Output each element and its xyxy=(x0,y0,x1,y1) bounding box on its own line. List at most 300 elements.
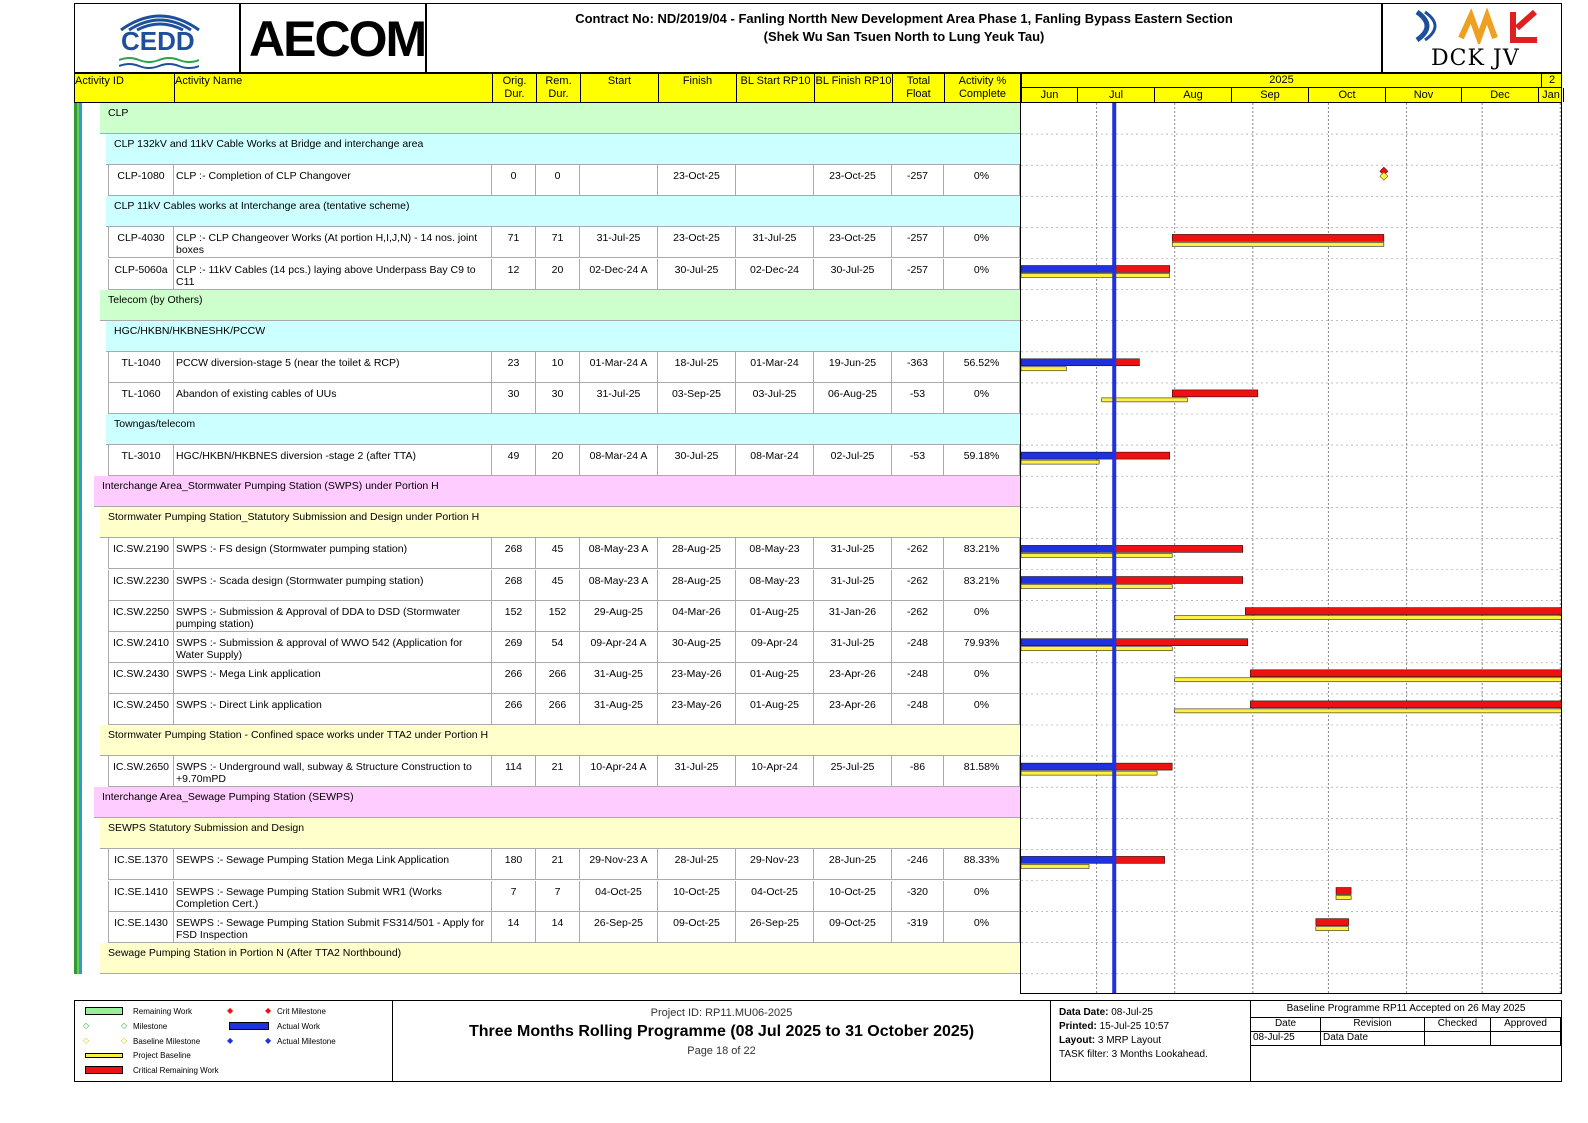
wbs-label: SEWPS Statutory Submission and Design xyxy=(108,822,305,835)
baseline-bar xyxy=(1021,367,1066,371)
timescale-year: 2025 xyxy=(1022,74,1542,88)
cell-activity-id: IC.SW.2250 xyxy=(108,601,174,632)
cell-rem-dur: 20 xyxy=(536,259,580,290)
cell-finish: 03-Sep-25 xyxy=(658,383,736,414)
legend xyxy=(75,1001,393,1081)
cell-rem-dur: 266 xyxy=(536,663,580,694)
cell-activity-name: SWPS :- Submission & approval of WWO 542 (Application for Water Supply) xyxy=(174,632,492,663)
legend-crit-milestone: Crit Milestone xyxy=(277,1007,326,1016)
cell-activity-id: IC.SW.2410 xyxy=(108,632,174,663)
layout-value: 3 MRP Layout xyxy=(1097,1035,1162,1046)
activity-row[interactable] xyxy=(74,259,1020,290)
programme-title: Three Months Rolling Programme (08 Jul 2025 to 31 October 2025) xyxy=(468,1023,975,1040)
baseline-bar xyxy=(1021,771,1157,775)
cell-finish: 10-Oct-25 xyxy=(658,881,736,912)
legend-actual-milestone: Actual Milestone xyxy=(277,1037,336,1046)
cell-bl-start: 31-Jul-25 xyxy=(736,227,814,258)
cell-total-float: -262 xyxy=(892,570,944,601)
cell-activity-id: TL-1060 xyxy=(108,383,174,414)
wbs-row[interactable] xyxy=(106,414,1020,445)
revision-header: Revision xyxy=(1321,1018,1425,1032)
cell-bl-start: 01-Aug-25 xyxy=(736,663,814,694)
milestone-icon: ◇ xyxy=(121,1021,128,1030)
cell-total-float: -248 xyxy=(892,663,944,694)
cell-bl-finish: 23-Oct-25 xyxy=(814,227,892,258)
baseline-bar xyxy=(1021,864,1089,868)
column-header xyxy=(74,73,1562,103)
cell-rem-dur: 14 xyxy=(536,912,580,943)
cell-total-float: -262 xyxy=(892,538,944,569)
cell-orig-dur: 268 xyxy=(492,538,536,569)
wbs-label: Stormwater Pumping Station_Statutory Submission and Design under Portion H xyxy=(108,511,480,524)
cell-total-float: -257 xyxy=(892,259,944,290)
timescale-next-year: 2 xyxy=(1542,74,1562,88)
cell-bl-finish: 31-Jul-25 xyxy=(814,632,892,663)
cell-activity-id: IC.SE.1430 xyxy=(108,912,174,943)
legend-actual-work: Actual Work xyxy=(277,1022,320,1031)
actual-work-bar xyxy=(1021,266,1114,273)
col-orig-dur[interactable]: Orig. Dur. xyxy=(493,74,537,102)
cell-orig-dur: 49 xyxy=(492,445,536,476)
crit-milestone-icon: ◆ xyxy=(227,1006,234,1015)
cell-activity-name: SWPS :- FS design (Stormwater pumping station) xyxy=(174,538,492,569)
cell-bl-start: 10-Apr-24 xyxy=(736,756,814,787)
wbs-row[interactable] xyxy=(106,196,1020,227)
timescale-month: Sep xyxy=(1232,88,1309,102)
cell-bl-finish: 31-Jan-26 xyxy=(814,601,892,632)
legend-actual-swatch xyxy=(229,1022,269,1030)
critical-remaining-bar xyxy=(1250,701,1562,708)
legend-milestone: Milestone xyxy=(133,1022,168,1031)
cell-orig-dur: 12 xyxy=(492,259,536,290)
cell-bl-start: 08-May-23 xyxy=(736,538,814,569)
legend-baseline-milestone: Baseline Milestone xyxy=(133,1037,201,1046)
footer-title-box xyxy=(393,1001,1051,1081)
revision-header: Date xyxy=(1251,1018,1321,1032)
cell-start: 08-Mar-24 A xyxy=(580,445,658,476)
cell-bl-start: 03-Jul-25 xyxy=(736,383,814,414)
cell-rem-dur: 30 xyxy=(536,383,580,414)
timescale xyxy=(1021,74,1562,102)
cell-total-float: -262 xyxy=(892,601,944,632)
cell-pct-complete: 79.93% xyxy=(944,632,1020,663)
critical-remaining-bar xyxy=(1245,608,1562,615)
col-bl-start[interactable]: BL Start RP10 xyxy=(737,74,815,102)
cell-activity-id: IC.SE.1410 xyxy=(108,881,174,912)
cell-finish: 30-Jul-25 xyxy=(658,445,736,476)
cell-bl-start xyxy=(736,165,814,196)
cell-finish: 04-Mar-26 xyxy=(658,601,736,632)
col-rem-dur[interactable]: Rem. Dur. xyxy=(537,74,581,102)
milestone-icon: ◇ xyxy=(83,1021,90,1030)
cell-bl-start: 08-May-23 xyxy=(736,570,814,601)
activity-row[interactable] xyxy=(74,881,1020,912)
printed-value: 15-Jul-25 10:57 xyxy=(1099,1021,1170,1032)
cell-finish: 28-Aug-25 xyxy=(658,570,736,601)
cell-start: 31-Jul-25 xyxy=(580,383,658,414)
baseline-milestone xyxy=(1380,172,1388,180)
wbs-label: Interchange Area_Stormwater Pumping Station (SWPS) under Portion H xyxy=(102,480,439,493)
cell-bl-start: 09-Apr-24 xyxy=(736,632,814,663)
timescale-month: Jun xyxy=(1022,88,1078,102)
cell-rem-dur: 20 xyxy=(536,445,580,476)
cell-activity-name: Abandon of existing cables of UUs xyxy=(174,383,492,414)
actual-work-bar xyxy=(1021,763,1114,770)
cell-start: 02-Dec-24 A xyxy=(580,259,658,290)
wbs-label: Telecom (by Others) xyxy=(108,293,203,306)
revision-table xyxy=(1251,1001,1561,1081)
cell-bl-finish: 25-Jul-25 xyxy=(814,756,892,787)
cell-activity-name: SEWPS :- Sewage Pumping Station Submit WR1 (Works Completion Cert.) xyxy=(174,881,492,912)
cell-orig-dur: 266 xyxy=(492,663,536,694)
cedd-logo-waves xyxy=(119,56,199,70)
cell-activity-name: PCCW diversion-stage 5 (near the toilet & RCP) xyxy=(174,352,492,383)
wbs-row[interactable] xyxy=(100,507,1020,538)
baseline-bar xyxy=(1021,553,1172,557)
cell-rem-dur: 152 xyxy=(536,601,580,632)
col-total-float[interactable]: Total Float xyxy=(893,74,945,102)
cell-rem-dur: 54 xyxy=(536,632,580,663)
activity-row[interactable] xyxy=(74,601,1020,632)
revision-cell: 08-Jul-25 xyxy=(1251,1032,1321,1046)
cell-total-float: -320 xyxy=(892,881,944,912)
legend-critical-remaining: Critical Remaining Work xyxy=(133,1066,219,1075)
cell-rem-dur: 45 xyxy=(536,538,580,569)
timescale-month: Jul xyxy=(1078,88,1155,102)
actual-work-bar xyxy=(1021,577,1114,584)
cell-total-float: -86 xyxy=(892,756,944,787)
activity-row[interactable] xyxy=(74,383,1020,414)
baseline-bar xyxy=(1175,616,1562,620)
cedd-logo-text: CEDD xyxy=(121,26,195,56)
cell-finish: 28-Aug-25 xyxy=(658,538,736,569)
cell-activity-name: SEWPS :- Sewage Pumping Station Mega Link Application xyxy=(174,849,492,880)
cell-total-float: -248 xyxy=(892,694,944,725)
actual-work-bar xyxy=(1021,545,1114,552)
aecom-logo-text: AECOM xyxy=(249,11,426,67)
wbs-row[interactable] xyxy=(106,134,1020,165)
cell-orig-dur: 266 xyxy=(492,694,536,725)
cell-total-float: -363 xyxy=(892,352,944,383)
cell-orig-dur: 23 xyxy=(492,352,536,383)
baseline-milestone-icon: ◇ xyxy=(83,1036,90,1045)
critical-remaining-bar xyxy=(1316,919,1349,926)
gantt-svg xyxy=(1021,103,1562,994)
cell-bl-start: 01-Aug-25 xyxy=(736,694,814,725)
cell-bl-start: 01-Mar-24 xyxy=(736,352,814,383)
cell-start: 09-Apr-24 A xyxy=(580,632,658,663)
data-date-value: 08-Jul-25 xyxy=(1111,1007,1153,1018)
cell-pct-complete: 0% xyxy=(944,694,1020,725)
cell-bl-finish: 23-Apr-26 xyxy=(814,694,892,725)
cell-pct-complete: 83.21% xyxy=(944,538,1020,569)
critical-remaining-bar xyxy=(1172,390,1258,397)
cell-rem-dur: 71 xyxy=(536,227,580,258)
critical-remaining-bar xyxy=(1114,266,1169,273)
activity-row[interactable] xyxy=(74,849,1020,880)
cell-start: 31-Aug-25 xyxy=(580,663,658,694)
cell-orig-dur: 71 xyxy=(492,227,536,258)
cell-orig-dur: 269 xyxy=(492,632,536,663)
cell-rem-dur: 266 xyxy=(536,694,580,725)
cell-bl-finish: 31-Jul-25 xyxy=(814,570,892,601)
cell-activity-id: TL-1040 xyxy=(108,352,174,383)
baseline-bar xyxy=(1175,678,1562,682)
baseline-bar xyxy=(1021,585,1172,589)
cell-rem-dur: 10 xyxy=(536,352,580,383)
cell-activity-id: CLP-4030 xyxy=(108,227,174,258)
cell-activity-id: IC.SW.2230 xyxy=(108,570,174,601)
cell-bl-finish: 09-Oct-25 xyxy=(814,912,892,943)
cell-pct-complete: 0% xyxy=(944,881,1020,912)
cell-activity-name: CLP :- 11kV Cables (14 pcs.) laying above Underpass Bay C9 to C11 xyxy=(174,259,492,290)
activity-row[interactable] xyxy=(74,352,1020,383)
baseline-note: Baseline Programme RP11 Accepted on 26 May 2025 xyxy=(1251,1003,1561,1018)
activity-row[interactable] xyxy=(74,694,1020,725)
cell-finish: 30-Jul-25 xyxy=(658,259,736,290)
wbs-label: CLP 132kV and 11kV Cable Works at Bridge and interchange area xyxy=(114,138,424,151)
revision-header: Checked xyxy=(1425,1018,1491,1032)
cell-total-float: -53 xyxy=(892,383,944,414)
wbs-label: CLP xyxy=(108,107,129,119)
cell-start: 10-Apr-24 A xyxy=(580,756,658,787)
critical-remaining-bar xyxy=(1172,234,1384,241)
critical-remaining-bar xyxy=(1114,452,1169,459)
cell-start: 29-Nov-23 A xyxy=(580,849,658,880)
cell-finish: 30-Aug-25 xyxy=(658,632,736,663)
actual-work-bar xyxy=(1021,452,1114,459)
cell-orig-dur: 14 xyxy=(492,912,536,943)
cell-pct-complete: 0% xyxy=(944,912,1020,943)
baseline-bar xyxy=(1172,242,1384,246)
cell-rem-dur: 21 xyxy=(536,849,580,880)
contract-line-2: (Shek Wu San Tsuen North to Lung Yeuk Tau) xyxy=(763,29,1045,44)
col-pct-complete[interactable]: Activity % Complete xyxy=(945,74,1021,102)
cell-activity-id: TL-3010 xyxy=(108,445,174,476)
cell-bl-start: 01-Aug-25 xyxy=(736,601,814,632)
cell-pct-complete: 0% xyxy=(944,227,1020,258)
contract-line-1: Contract No: ND/2019/04 - Fanling Nortth New Development Area Phase 1, Fanling Bypass Eastern Section xyxy=(575,11,1233,26)
legend-critical-swatch xyxy=(85,1066,123,1074)
baseline-bar xyxy=(1021,274,1170,278)
dck-logo-text: DCK JV xyxy=(1431,46,1520,71)
actual-work-bar xyxy=(1021,359,1114,366)
cell-start: 04-Oct-25 xyxy=(580,881,658,912)
activity-row[interactable] xyxy=(74,165,1020,196)
activity-row[interactable] xyxy=(74,445,1020,476)
cell-activity-name: CLP :- Completion of CLP Changover xyxy=(174,165,492,196)
cell-total-float: -53 xyxy=(892,445,944,476)
baseline-bar xyxy=(1316,927,1349,931)
baseline-bar xyxy=(1336,896,1351,900)
cell-activity-name: SWPS :- Scada design (Stormwater pumping station) xyxy=(174,570,492,601)
cell-finish: 31-Jul-25 xyxy=(658,756,736,787)
actual-milestone-icon: ◆ xyxy=(227,1036,234,1045)
activity-row[interactable] xyxy=(74,632,1020,663)
cell-total-float: -246 xyxy=(892,849,944,880)
wbs-row[interactable] xyxy=(94,787,1020,818)
dck-logo-box xyxy=(1382,3,1562,73)
cell-activity-id: IC.SW.2190 xyxy=(108,538,174,569)
critical-remaining-bar xyxy=(1114,763,1172,770)
crit-milestone-icon: ◆ xyxy=(265,1006,272,1015)
cell-activity-id: IC.SE.1370 xyxy=(108,849,174,880)
cell-pct-complete: 59.18% xyxy=(944,445,1020,476)
footer xyxy=(74,1000,1562,1082)
legend-remaining-swatch xyxy=(85,1007,123,1015)
cell-bl-finish: 19-Jun-25 xyxy=(814,352,892,383)
cell-bl-start: 02-Dec-24 xyxy=(736,259,814,290)
cell-bl-start: 29-Nov-23 xyxy=(736,849,814,880)
legend-project-baseline: Project Baseline xyxy=(133,1051,191,1060)
cell-orig-dur: 180 xyxy=(492,849,536,880)
cell-pct-complete: 56.52% xyxy=(944,352,1020,383)
cell-activity-name: SWPS :- Underground wall, subway & Structure Construction to +9.70mPD xyxy=(174,756,492,787)
critical-remaining-bar xyxy=(1336,888,1351,895)
critical-remaining-bar xyxy=(1114,856,1164,863)
cell-activity-id: CLP-1080 xyxy=(108,165,174,196)
cell-activity-name: SWPS :- Mega Link application xyxy=(174,663,492,694)
cell-pct-complete: 0% xyxy=(944,165,1020,196)
aecom-logo-box xyxy=(240,3,426,73)
cell-orig-dur: 268 xyxy=(492,570,536,601)
baseline-bar xyxy=(1175,709,1562,713)
cell-total-float: -257 xyxy=(892,227,944,258)
wbs-row[interactable] xyxy=(100,818,1020,849)
cell-bl-start: 26-Sep-25 xyxy=(736,912,814,943)
project-id: Project ID: RP11.MU06-2025 xyxy=(650,1007,793,1019)
cell-pct-complete: 0% xyxy=(944,601,1020,632)
col-start[interactable]: Start xyxy=(581,74,659,102)
activity-table xyxy=(74,103,1020,994)
wbs-row[interactable] xyxy=(94,476,1020,507)
cell-total-float: -248 xyxy=(892,632,944,663)
timescale-month: Dec xyxy=(1462,88,1539,102)
cell-activity-name: SWPS :- Submission & Approval of DDA to DSD (Stormwater pumping station) xyxy=(174,601,492,632)
cell-finish: 09-Oct-25 xyxy=(658,912,736,943)
revision-header: Approved xyxy=(1491,1018,1561,1032)
cell-bl-finish: 31-Jul-25 xyxy=(814,538,892,569)
wbs-label: Stormwater Pumping Station - Confined space works under TTA2 under Portion H xyxy=(108,729,489,741)
critical-remaining-bar xyxy=(1114,639,1248,646)
revision-cell xyxy=(1425,1032,1491,1046)
gantt-chart xyxy=(1020,103,1562,994)
wbs-row[interactable] xyxy=(106,321,1020,352)
cell-finish: 23-May-26 xyxy=(658,663,736,694)
cell-finish: 23-Oct-25 xyxy=(658,227,736,258)
timescale-month: Aug xyxy=(1155,88,1232,102)
timescale-month: Nov xyxy=(1386,88,1462,102)
cell-bl-finish: 23-Apr-26 xyxy=(814,663,892,694)
cell-finish: 23-Oct-25 xyxy=(658,165,736,196)
cell-activity-name: HGC/HKBN/HKBNES diversion -stage 2 (after TTA) xyxy=(174,445,492,476)
cedd-logo-box xyxy=(74,3,240,73)
cell-activity-id: IC.SW.2430 xyxy=(108,663,174,694)
critical-remaining-bar xyxy=(1114,577,1243,584)
cell-start xyxy=(580,165,658,196)
wbs-label: CLP 11kV Cables works at Interchange area (tentative scheme) xyxy=(114,200,410,213)
cell-pct-complete: 88.33% xyxy=(944,849,1020,880)
cell-start: 31-Jul-25 xyxy=(580,227,658,258)
wbs-band-strip xyxy=(74,103,82,974)
cell-activity-name: SEWPS :- Sewage Pumping Station Submit FS314/501 - Apply for FSD Inspection xyxy=(174,912,492,943)
col-bl-finish[interactable]: BL Finish RP10 xyxy=(815,74,893,102)
cell-activity-name: CLP :- CLP Changeover Works (At portion H,I,J,N) - 14 nos. joint boxes xyxy=(174,227,492,258)
wbs-row[interactable] xyxy=(100,103,1020,134)
cell-finish: 23-May-26 xyxy=(658,694,736,725)
cell-rem-dur: 45 xyxy=(536,570,580,601)
cell-bl-finish: 28-Jun-25 xyxy=(814,849,892,880)
critical-remaining-bar xyxy=(1114,545,1243,552)
cell-total-float: -319 xyxy=(892,912,944,943)
activity-row[interactable] xyxy=(74,227,1020,258)
timescale-month: Oct xyxy=(1309,88,1386,102)
activity-row[interactable] xyxy=(74,663,1020,694)
wbs-label: Interchange Area_Sewage Pumping Station (SEWPS) xyxy=(102,791,354,804)
col-activity-id[interactable]: Activity ID xyxy=(75,74,175,102)
baseline-bar xyxy=(1021,647,1172,651)
dck-logo-mark xyxy=(1413,8,1543,44)
cell-bl-finish: 10-Oct-25 xyxy=(814,881,892,912)
cell-bl-start: 08-Mar-24 xyxy=(736,445,814,476)
cell-pct-complete: 0% xyxy=(944,259,1020,290)
revision-cell: Data Date xyxy=(1321,1032,1425,1046)
wbs-row[interactable] xyxy=(100,725,1020,756)
baseline-bar xyxy=(1021,460,1099,464)
col-finish[interactable]: Finish xyxy=(659,74,737,102)
printed-label: Printed: xyxy=(1059,1021,1097,1032)
cell-activity-name: SWPS :- Direct Link application xyxy=(174,694,492,725)
wbs-row[interactable] xyxy=(100,290,1020,321)
cell-pct-complete: 0% xyxy=(944,383,1020,414)
cell-start: 31-Aug-25 xyxy=(580,694,658,725)
activity-row[interactable] xyxy=(74,538,1020,569)
wbs-row[interactable] xyxy=(100,943,1020,974)
cell-total-float: -257 xyxy=(892,165,944,196)
wbs-label: Sewage Pumping Station in Portion N (After TTA2 Northbound) xyxy=(108,946,402,959)
page-number: Page 18 of 22 xyxy=(687,1045,756,1057)
revision-cell xyxy=(1491,1032,1561,1046)
cell-bl-finish: 23-Oct-25 xyxy=(814,165,892,196)
baseline-milestone-icon: ◇ xyxy=(121,1036,128,1045)
actual-work-bar xyxy=(1021,639,1114,646)
wbs-label: HGC/HKBN/HKBNESHK/PCCW xyxy=(114,324,266,337)
cell-orig-dur: 152 xyxy=(492,601,536,632)
activity-row[interactable] xyxy=(74,912,1020,943)
cell-start: 08-May-23 A xyxy=(580,570,658,601)
cell-activity-id: IC.SW.2450 xyxy=(108,694,174,725)
cell-start: 26-Sep-25 xyxy=(580,912,658,943)
layout-label: Layout: xyxy=(1059,1035,1096,1046)
activity-row[interactable] xyxy=(74,570,1020,601)
cell-bl-finish: 02-Jul-25 xyxy=(814,445,892,476)
col-activity-name[interactable]: Activity Name xyxy=(175,74,493,102)
cell-pct-complete: 81.58% xyxy=(944,756,1020,787)
activity-row[interactable] xyxy=(74,756,1020,787)
task-filter: TASK filter: 3 Months Lookahead. xyxy=(1059,1049,1208,1060)
cell-rem-dur: 21 xyxy=(536,756,580,787)
cell-bl-finish: 06-Aug-25 xyxy=(814,383,892,414)
data-date-label: Data Date: xyxy=(1059,1007,1109,1018)
cell-orig-dur: 7 xyxy=(492,881,536,912)
cell-finish: 28-Jul-25 xyxy=(658,849,736,880)
cell-bl-finish: 30-Jul-25 xyxy=(814,259,892,290)
cell-rem-dur: 0 xyxy=(536,165,580,196)
cell-activity-id: CLP-5060a xyxy=(108,259,174,290)
print-info xyxy=(1051,1001,1251,1081)
cell-orig-dur: 114 xyxy=(492,756,536,787)
actual-milestone-icon: ◆ xyxy=(265,1036,272,1045)
